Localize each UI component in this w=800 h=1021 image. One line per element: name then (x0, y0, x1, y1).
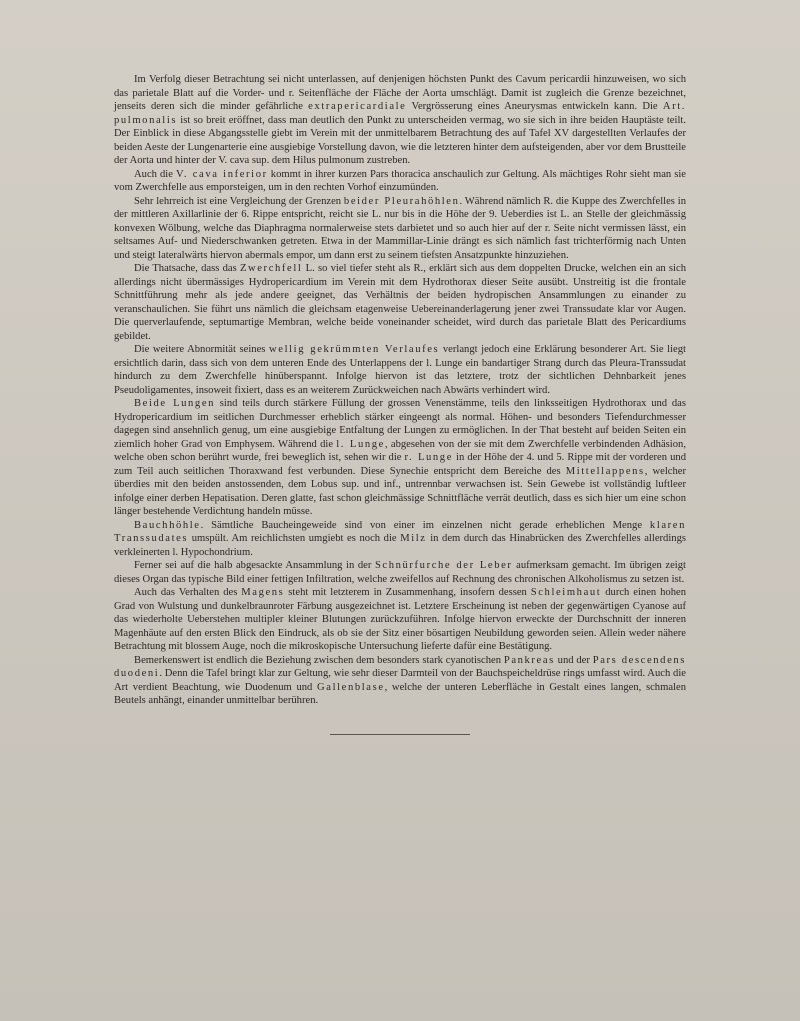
text-run: L. so viel tiefer steht als R., erklärt sich aus dem doppelten Drucke, welchen ein an sich allerdings nicht übermässiges Hydropericardium im Verein mit dem Hydrothorax dieser Seite ausübt. Unstreitig ist die frontale Schnittführung mehr als jede andere geeignet, das Verhältnis der beiden hydropischen Ansammlungen zu einander zu veranschaulichen. Sie führt uns nämlich die gleichsam etagenweise Uebereinanderlagerung jener zwei Transsudate klar vor Augen. Die querverlaufende, septumartige Membran, welche beide voneinander scheidet, wird durch das parietale Blatt des Pericardiums gebildet. (114, 263, 686, 342)
text-run: verlangt jedoch eine Erklärung besonderer Art. Sie liegt ersichtlich darin, dass sich von dem unteren Ende des Unterlappens der l. Lunge ein bandartiger Strang durch das Pleura-Transsudat hindurch zu dem Zwerchfelle hinüberspannt. Infolge hiervon ist das letztere, trotz der sichtlichen Dehnbarkeit jenes Pseudoligamentes, insoweit fixiert, dass es an weiterem Zurückweichen nach Abwärts verhindert wird. (114, 344, 687, 396)
paragraph-p6 (114, 397, 686, 519)
spaced-term: Milz (400, 533, 427, 544)
spaced-term: r. Lunge (404, 452, 454, 463)
text-run: kommt in ihrer kurzen Pars thoracica anschaulich zur Geltung. Als mächtiges Rohr sieht man sie vom Zwerchfelle aus emporsteigen, um in den rechten Vorhof einzumünden. (114, 168, 687, 193)
text-run: ist so breit eröffnet, dass man deutlich den Punkt zu unterscheiden vermag, wo sie sich in ihre beiden Hauptäste teilt. Der Einblick in diese Abgangsstelle giebt im Verein mit der unmittelbarem Betrachtung des auf Tafel XV dargestellten Verlaufes der beiden Aeste der Lungenarterie eine ausgiebige Vorstellung davon, wie die letzteren hinter dem aufsteigenden, aber vor dem Brustteile der Aorta und hinter der V. cava sup. dem Hilus pulmonum zustreben. (114, 114, 686, 166)
spaced-term: Schleimhaut (530, 587, 602, 598)
text-run: Bemerkenswert ist endlich die Beziehung zwischen dem besonders stark cyanotischen (134, 654, 504, 666)
text-run: umspült. Am reichlichsten umgiebt es noch die (188, 533, 401, 544)
paragraph-p5 (114, 343, 686, 397)
spaced-term: l. Lunge (336, 438, 385, 450)
paragraph-p8 (114, 559, 686, 586)
paragraph-p1 (114, 73, 686, 168)
text-run: Ferner sei auf die halb abgesackte Ansammlung in der (134, 560, 375, 571)
body-text (114, 73, 686, 708)
text-run: und der (554, 654, 593, 666)
text-run: Im Verfolg dieser Betrachtung sei nicht unterlassen, auf denjenigen höchsten Punkt des Cavum pericardii hinzuweisen, wo sich das parietale Blatt auf die Vorder- und r. Seitenfläche der Fläche der Aorta umschlägt. Damit ist zugleich die Grenze bezeichnet, jenseits deren sich die minder gefährliche (114, 74, 686, 112)
spaced-term: Art. pulmonalis (114, 101, 686, 126)
text-run: . Denn die Tafel bringt klar zur Geltung, wie sehr dieser Darmteil von der Bauchspeicheldrüse rings umfasst wird. Auch die Art verdient Beachtung, wie Duodenum und (114, 668, 686, 693)
spaced-term: wellig gekrümmten Verlaufes (269, 344, 440, 355)
spaced-term: klaren Transsudates (114, 519, 686, 544)
text-run: steht mit letzterem in Zusammenhang, insofern dessen (284, 587, 531, 598)
text-run: aufmerksam gemacht. Im übrigen zeigt dieses Organ das typische Bild einer fettigen Infiltration, welche zweifellos auf Rechnung des chronischen Alkoholismus zu setzen ist. (114, 560, 686, 585)
spaced-term: Magens (241, 587, 285, 598)
spaced-term: Mittellappens (565, 465, 645, 477)
spaced-term: Beide Lungen (134, 398, 216, 409)
paragraph-p4 (114, 262, 686, 343)
text-run: Sehr lehrreich ist eine Vergleichung der Grenzen (134, 195, 344, 207)
paragraph-p3 (114, 195, 686, 263)
paragraph-p2 (114, 168, 686, 195)
text-run: . Sämtliche Baucheingeweide sind von einer im einzelnen nicht gerade erheblichen Menge (200, 519, 650, 531)
text-run: Auch die (134, 168, 176, 180)
text-run: durch einen hohen Grad von Wulstung und dunkelbraunroter Färbung ausgezeichnet ist. Letztere Erscheinung ist neben der gegenwärtigen Cyanose auf das wiederholte Ueberstehen multipler kleiner Blutungen zurückzuführen. Infolge hiervon erweckte der Durchschnitt der inneren Magenhäute auf den ersten Blick den Eindruck, als ob sie der Sitz einer bösartigen Neubildung geworden seien. Allein weder nähere Betrachtung mit blossem Auge, noch die mikroskopische Untersuchung lieferte dafür eine Bestätigung. (114, 587, 686, 652)
spaced-term: beider Pleurahöhlen (343, 195, 460, 207)
text-run: Die weitere Abnormität seines (134, 344, 270, 355)
text-run: in dem durch das Hinabrücken des Zwerchfelles allerdings verkleinerten l. Hypochondrium. (114, 533, 687, 558)
spaced-term: extrapericardiale (308, 101, 407, 112)
paragraph-p10 (114, 654, 686, 708)
text-run: , welcher überdies mit den beiden anstossenden, dem Lobus sup. und inf., untrennbar verwachsen ist. Sein Gewebe ist vollständig luftleer infolge einer derben Hepatisation. Deren glatte, fast schon gleichmässige Schnittfläche verrät deutlich, dass es sich hier um eine schon länger bestehende Verdichtung handeln müsse. (114, 465, 686, 517)
spaced-term: Zwerchfell (239, 263, 303, 274)
text-run: Auch das Verhalten des (134, 587, 242, 598)
spaced-term: Bauchhöhle (134, 519, 201, 531)
spaced-term: Schnürfurche der Leber (374, 560, 513, 571)
text-run: , abgesehen von der sie mit dem Zwerchfelle verbindenden Adhäsion, welche oben schon berührt wurde, frei beweglich ist, sehen wir die (114, 438, 686, 463)
spaced-term: Pars descendens duodeni (114, 654, 686, 679)
text-run: . Während nämlich R. die Kuppe des Zwerchfelles in der mittleren Axillarlinie der 6. Rippe entspricht, reicht sie L. nur bis in die Höhe der 9. Ueberdies ist L. an Stelle der gleichmässig konvexen Wölbung, welche das Diaphragma normalerweise stets darbietet und so auch hier auf der r. Seite nicht vermissen lässt, ein seltsames Auf- und Niederschwanken getreten. Etwa in der Mammillar-Linie drängt es sich nämlich fast trichterförmig nach Unten und steigt lateralwärts hiervon abermals empor, um dann erst zu seinem tiefsten Ansatzpunkte hinzuziehen. (114, 195, 686, 261)
text-run: sind teils durch stärkere Füllung der grossen Venenstämme, teils den linksseitigen Hydrothorax und das Hydropericardium im seitlichen Durchmesser erheblich stärker eingeengt als normal. Höhen- und besonders Tiefendurchmesser dagegen sind ansehnlich genug, um eine ausgiebige Entfaltung der Lungen zu ermöglichen. In der That besteht auf beiden Seiten ein ziemlich hoher Grad von Emphysem. Während die (114, 398, 686, 450)
text-run: Vergrösserung eines Aneurysmas entwickeln kann. Die (406, 101, 663, 112)
closing-rule (330, 734, 470, 735)
paragraph-p7 (114, 519, 686, 560)
text-run: in der Höhe der 4. und 5. Rippe mit der vorderen und zum Teil auch seitlichen Thoraxwand fest verbunden. Diese Synechie entspricht dem Bereiche des (114, 452, 686, 477)
text-run: Die Thatsache, dass das (134, 263, 240, 274)
paragraph-p9 (114, 586, 686, 654)
text-run: , welche der unteren Leberfläche in Gestalt eines langen, schmalen Beutels anhängt, einander unmittelbar berühren. (114, 681, 686, 706)
spaced-term: V. cava inferior (175, 168, 268, 180)
spaced-term: Pankreas (503, 654, 555, 666)
spaced-term: Gallenblase (317, 681, 385, 693)
